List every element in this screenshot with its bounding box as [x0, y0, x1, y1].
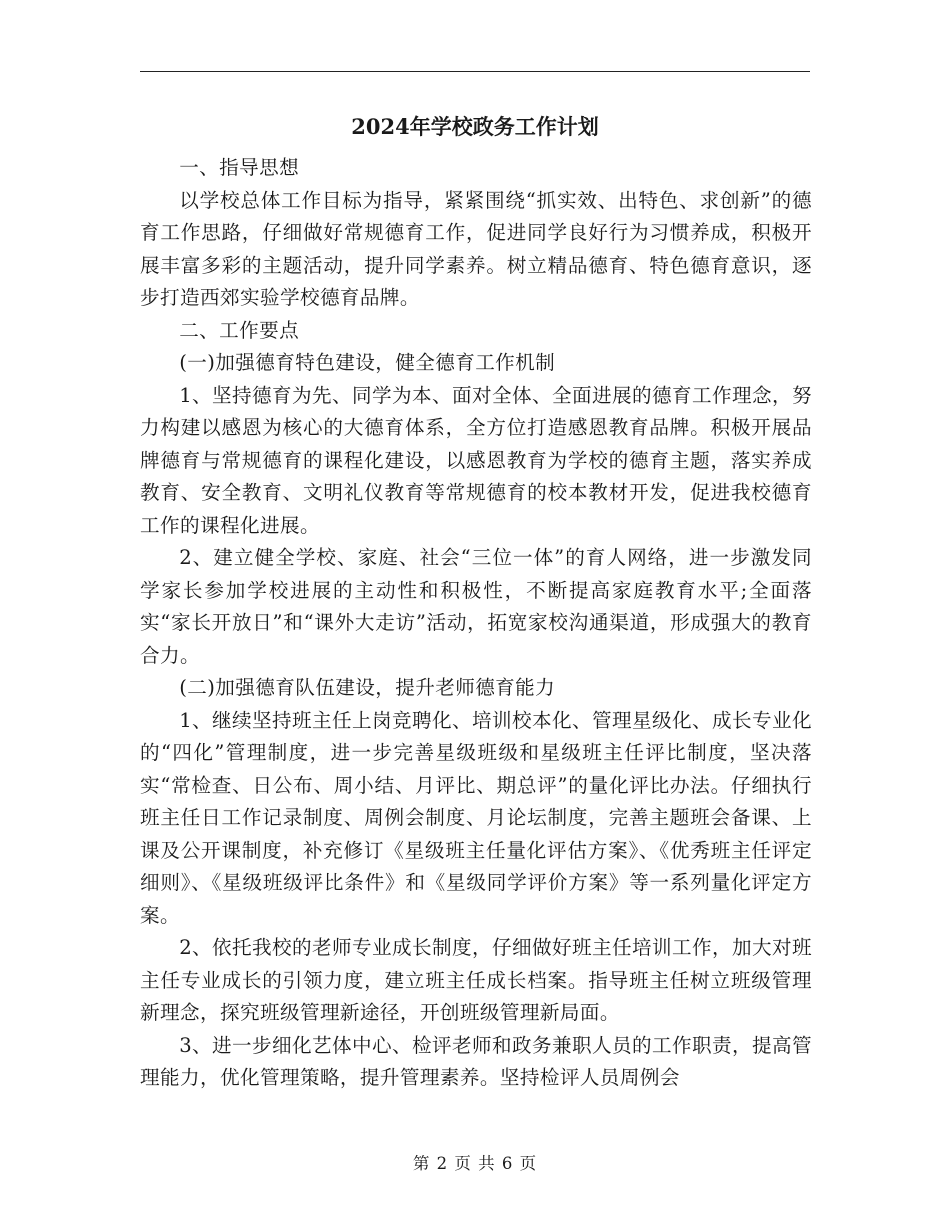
paragraph-1-1: 1、坚持德育为先、同学为本、面对全体、全面进展的德育工作理念，努力构建以感恩为核心的大德育体系，全方位打造感恩教育品牌。积极开展品牌德育与常规德育的课程化建设，以感恩教育为学校的德育主题，落实养成教育、安全教育、文明礼仪教育等常规德育的校本教材开发，促进我校德育工作的课程化进展。	[140, 383, 812, 537]
document-title: 2024年学校政务工作计划	[351, 114, 599, 139]
paragraph-guiding-ideology: 以学校总体工作目标为指导，紧紧围绕“抓实效、出特色、求创新”的德育工作思路，仔细做好常规德育工作，促进同学良好行为习惯养成，积极开展丰富多彩的主题活动，提升同学素养。树立精品德育、特色德育意识，逐步打造西郊实验学校德育品牌。	[140, 188, 812, 309]
subsection-heading-2: (二)加强德育队伍建设，提升老师德育能力	[179, 676, 556, 699]
page-number: 第 2 页 共 6 页	[412, 1154, 538, 1173]
paragraph-2-3: 3、进一步细化艺体中心、检评老师和政务兼职人员的工作职责，提高管理能力，优化管理策略，提升管理素养。坚持检评人员周例会	[140, 1033, 812, 1089]
section-heading-work-points: 二、工作要点	[179, 318, 300, 342]
paragraph-1-2: 2、建立健全学校、家庭、社会“三位一体”的育人网络，进一步激发同学家长参加学校进展的主动性和积极性，不断提高家庭教育水平;全面落实“家长开放日”和“课外大走访”活动，拓宽家校沟通渠道，形成强大的教育合力。	[140, 546, 812, 667]
header-rule	[140, 71, 810, 72]
paragraph-2-2: 2、依托我校的老师专业成长制度，仔细做好班主任培训工作，加大对班主任专业成长的引领力度，建立班主任成长档案。指导班主任树立班级管理新理念，探究班级管理新途径，开创班级管理新局面。	[140, 936, 812, 1024]
paragraph-2-1: 1、继续坚持班主任上岗竞聘化、培训校本化、管理星级化、成长专业化的“四化”管理制度，进一步完善星级班级和星级班主任评比制度，坚决落实“常检查、日公布、周小结、月评比、期总评”的量化评比办法。仔细执行班主任日工作记录制度、周例会制度、月论坛制度，完善主题班会备课、上课及公开课制度，补充修订《星级班主任量化评估方案》、《优秀班主任评定细则》、《星级班级评比条件》和《星级同学评价方案》等一系列量化评定方案。	[140, 708, 812, 927]
subsection-heading-1: (一)加强德育特色建设，健全德育工作机制	[179, 351, 556, 374]
document-body	[140, 152, 812, 1095]
section-heading-guiding-ideology: 一、指导思想	[179, 156, 300, 179]
